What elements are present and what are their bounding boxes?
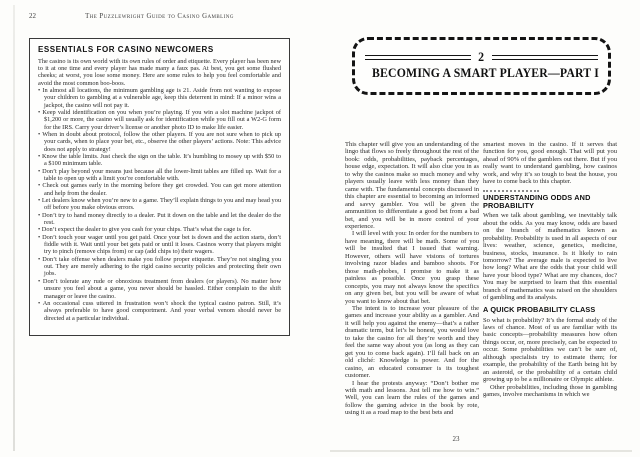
left-page-number: 22 xyxy=(29,12,36,20)
essentials-bullet: • Check out games early in the morning before they get crowded. You can get more attention and help from the dealer. xyxy=(38,182,281,197)
chapter-heading-box xyxy=(352,37,611,95)
body-paragraph: When we talk about gambling, we inevitably talk about the odds. As you may know, odds are based on the branch of mathematics known as probability. Probability is used in all aspects of our lives: weather, science, genetics, medicine, business, stocks, insurance. Is it likely to rain tomorrow? The average male is expected to live how long? What are the odds that your child will have your blood type? What are my chances, doc? You may be surprised to learn that this essential branch of mathematics was raised on the shoulders of gambling and its analysis. xyxy=(483,212,617,302)
essentials-bullet: • Let dealers know when you’re new to a game. They’ll explain things to you and may head you off before you make obvious errors. xyxy=(38,197,281,212)
body-paragraph: Other probabilities, including those in gambling games, involve mechanisms in which we xyxy=(483,383,617,399)
essentials-bullet: • Don’t touch your wager until you get paid. Once your bet is down and the action starts, don’t fiddle with it. Wait until your bet gets paid or until it loses. Casinos worry that players might try to pinch (remove chips from) or cap (add chips to) their wagers. xyxy=(38,234,281,256)
section-dotted-rule xyxy=(483,190,539,192)
essentials-bullet: • Don’t tolerate any rude or obnoxious treatment from dealers (or players). No matter how unsure you feel about a game, you never should be hassled. Either complain to the shift manager or leave the casino. xyxy=(38,278,281,300)
chapter-number: 2 xyxy=(478,50,485,65)
chapter-number-row xyxy=(365,51,598,63)
body-paragraph: smartest moves in the casino. If it serves that function for you, good enough. That will put you ahead of 90% of the gamblers out there. But if you really want to understand gambling, how casinos work, and why it’s so tough to beat the house, you have to come back to this chapter. xyxy=(483,141,617,186)
essentials-sidebar-box xyxy=(29,38,290,336)
section-heading-odds-probability: UNDERSTANDING ODDS AND PROBABILITY xyxy=(483,192,591,211)
running-header: The Puzzlewright Guide to Casino Gambling xyxy=(85,12,234,20)
sidebar-box-title: ESSENTIALS FOR CASINO NEWCOMERS xyxy=(38,45,214,54)
right-page-number: 23 xyxy=(452,435,460,443)
body-paragraph: The intent is to increase your pleasure of the games and increase your ability as a gambler. And it will help you against the enemy—that’s a rather dramatic term, but let’s be honest, you would love to take the casino for all they’re worth and they feel the same way about you (as long as they can get you to come back again). I’ll fall back on an old cliché: Knowledge is power. And for the casino, an educated consumer is its toughest customer. xyxy=(345,304,479,380)
body-paragraph: So what is probability? It’s the formal study of the laws of chance. Most of us are familiar with its basic concepts—probability measures how often things occur, or, more precisely, can be expected to occur. Some probabilities we can’t be sure of, although specialists try to estimate them; for example, the probability of the Earth being hit by an asteroid, or the probability of a certain child growing up to be a millionaire or Olympic athlete. xyxy=(483,316,617,384)
right-page-column-2 xyxy=(483,141,617,399)
essentials-bullet: • Don’t take offense when dealers make you follow proper etiquette. They’re not singling you out. They are merely adhering to the rigid casino security policies and protecting their own jobs. xyxy=(38,256,281,278)
right-page-column-1 xyxy=(345,141,479,417)
body-paragraph: I will level with you: In order for the numbers to have meaning, there will be math. Some of you will be insulted that I issued that warning. However, others will have visions of tortures involving razor blades and bamboo shoots. For those math-phobes, I promise to make it as painless as possible. Once you grasp these concepts, you may not always know the specifics on any given bet, but you will be aware of what you want to know about that bet. xyxy=(345,230,479,305)
sidebar-intro-paragraph: The casino is its own world with its own rules of order and etiquette. Every player has been new to it at one time and every player has made many a faux pas. At best, you get some flushed cheeks; at worst, you lose some money. Here are some rules to help you feel comfortable and avoid the most common boo-boos. xyxy=(38,57,281,87)
body-paragraph: This chapter will give you an understanding of the lingo that flows so freely throughout the rest of the book: odds, probabilities, payback percentages, house edge, expectation. It will also clue you in as to why the casinos make so much money and why players usually leave with less money than they came with. The fundamental concepts discussed in this chapter are essential to becoming an informed and savvy gambler. You will be given the ammunition to differentiate a good bet from a bad bet, and you will be in more control of your experience. xyxy=(345,141,479,230)
page-edge-bottom xyxy=(330,450,632,452)
double-rule-right xyxy=(492,55,598,61)
chapter-title: BECOMING A SMART PLAYER—PART I xyxy=(371,65,600,80)
essentials-bullet: • An occasional cuss uttered in frustration won’t shock the typical casino patron. Still, it’s always preferable to have good comportment. And your verbal venom should never be directed at a particular individual. xyxy=(38,300,281,322)
essentials-bullet: • Don’t try to hand money directly to a dealer. Put it down on the table and let the dealer do the rest. xyxy=(38,212,281,227)
essentials-bullet: • Keep valid identification on you when you’re playing. If you win a slot machine jackpot of $1,200 or more, the casino will usually ask for identification while you fill out a W2-G form for the IRS. Carry your driver’s license or another photo ID to make life easier. xyxy=(38,109,281,131)
section-heading-probability-class: A QUICK PROBABILITY CLASS xyxy=(483,305,596,315)
essentials-bullet: • When in doubt about protocol, follow the other players. If you are not sure when to pick up your cards, when to place your bet, etc., observe the other players’ actions. Note: This advice does not apply to strategy! xyxy=(38,131,281,153)
body-paragraph: I hear the protests anyway: “Don’t bother me with math and lessons. Just tell me how to win.” Well, you can learn the rules of the games and follow the gaming advice in the book by rote, using it as a road map to the best bets and xyxy=(345,379,479,417)
page-edge-left xyxy=(13,5,15,451)
double-rule-left xyxy=(365,55,471,61)
essentials-bullet: • Know the table limits. Just check the sign on the table. It’s humbling to mosey up with $50 to a $100 minimum table. xyxy=(38,153,281,168)
essentials-bullet: • Don’t play beyond your means just because all the lower-limit tables are filled up. Wait for a table to open up with a limit you’re comfortable with. xyxy=(38,168,281,183)
essentials-bullet: • In almost all locations, the minimum gambling age is 21. Aside from not wanting to expose your children to gambling at a vulnerable age, keep this deterrent in mind: If a minor wins a jackpot, the casino will not pay it. xyxy=(38,87,281,109)
essentials-bullet: • Don’t expect the dealer to give you cash for your chips. That’s what the cage is for. xyxy=(38,226,281,233)
